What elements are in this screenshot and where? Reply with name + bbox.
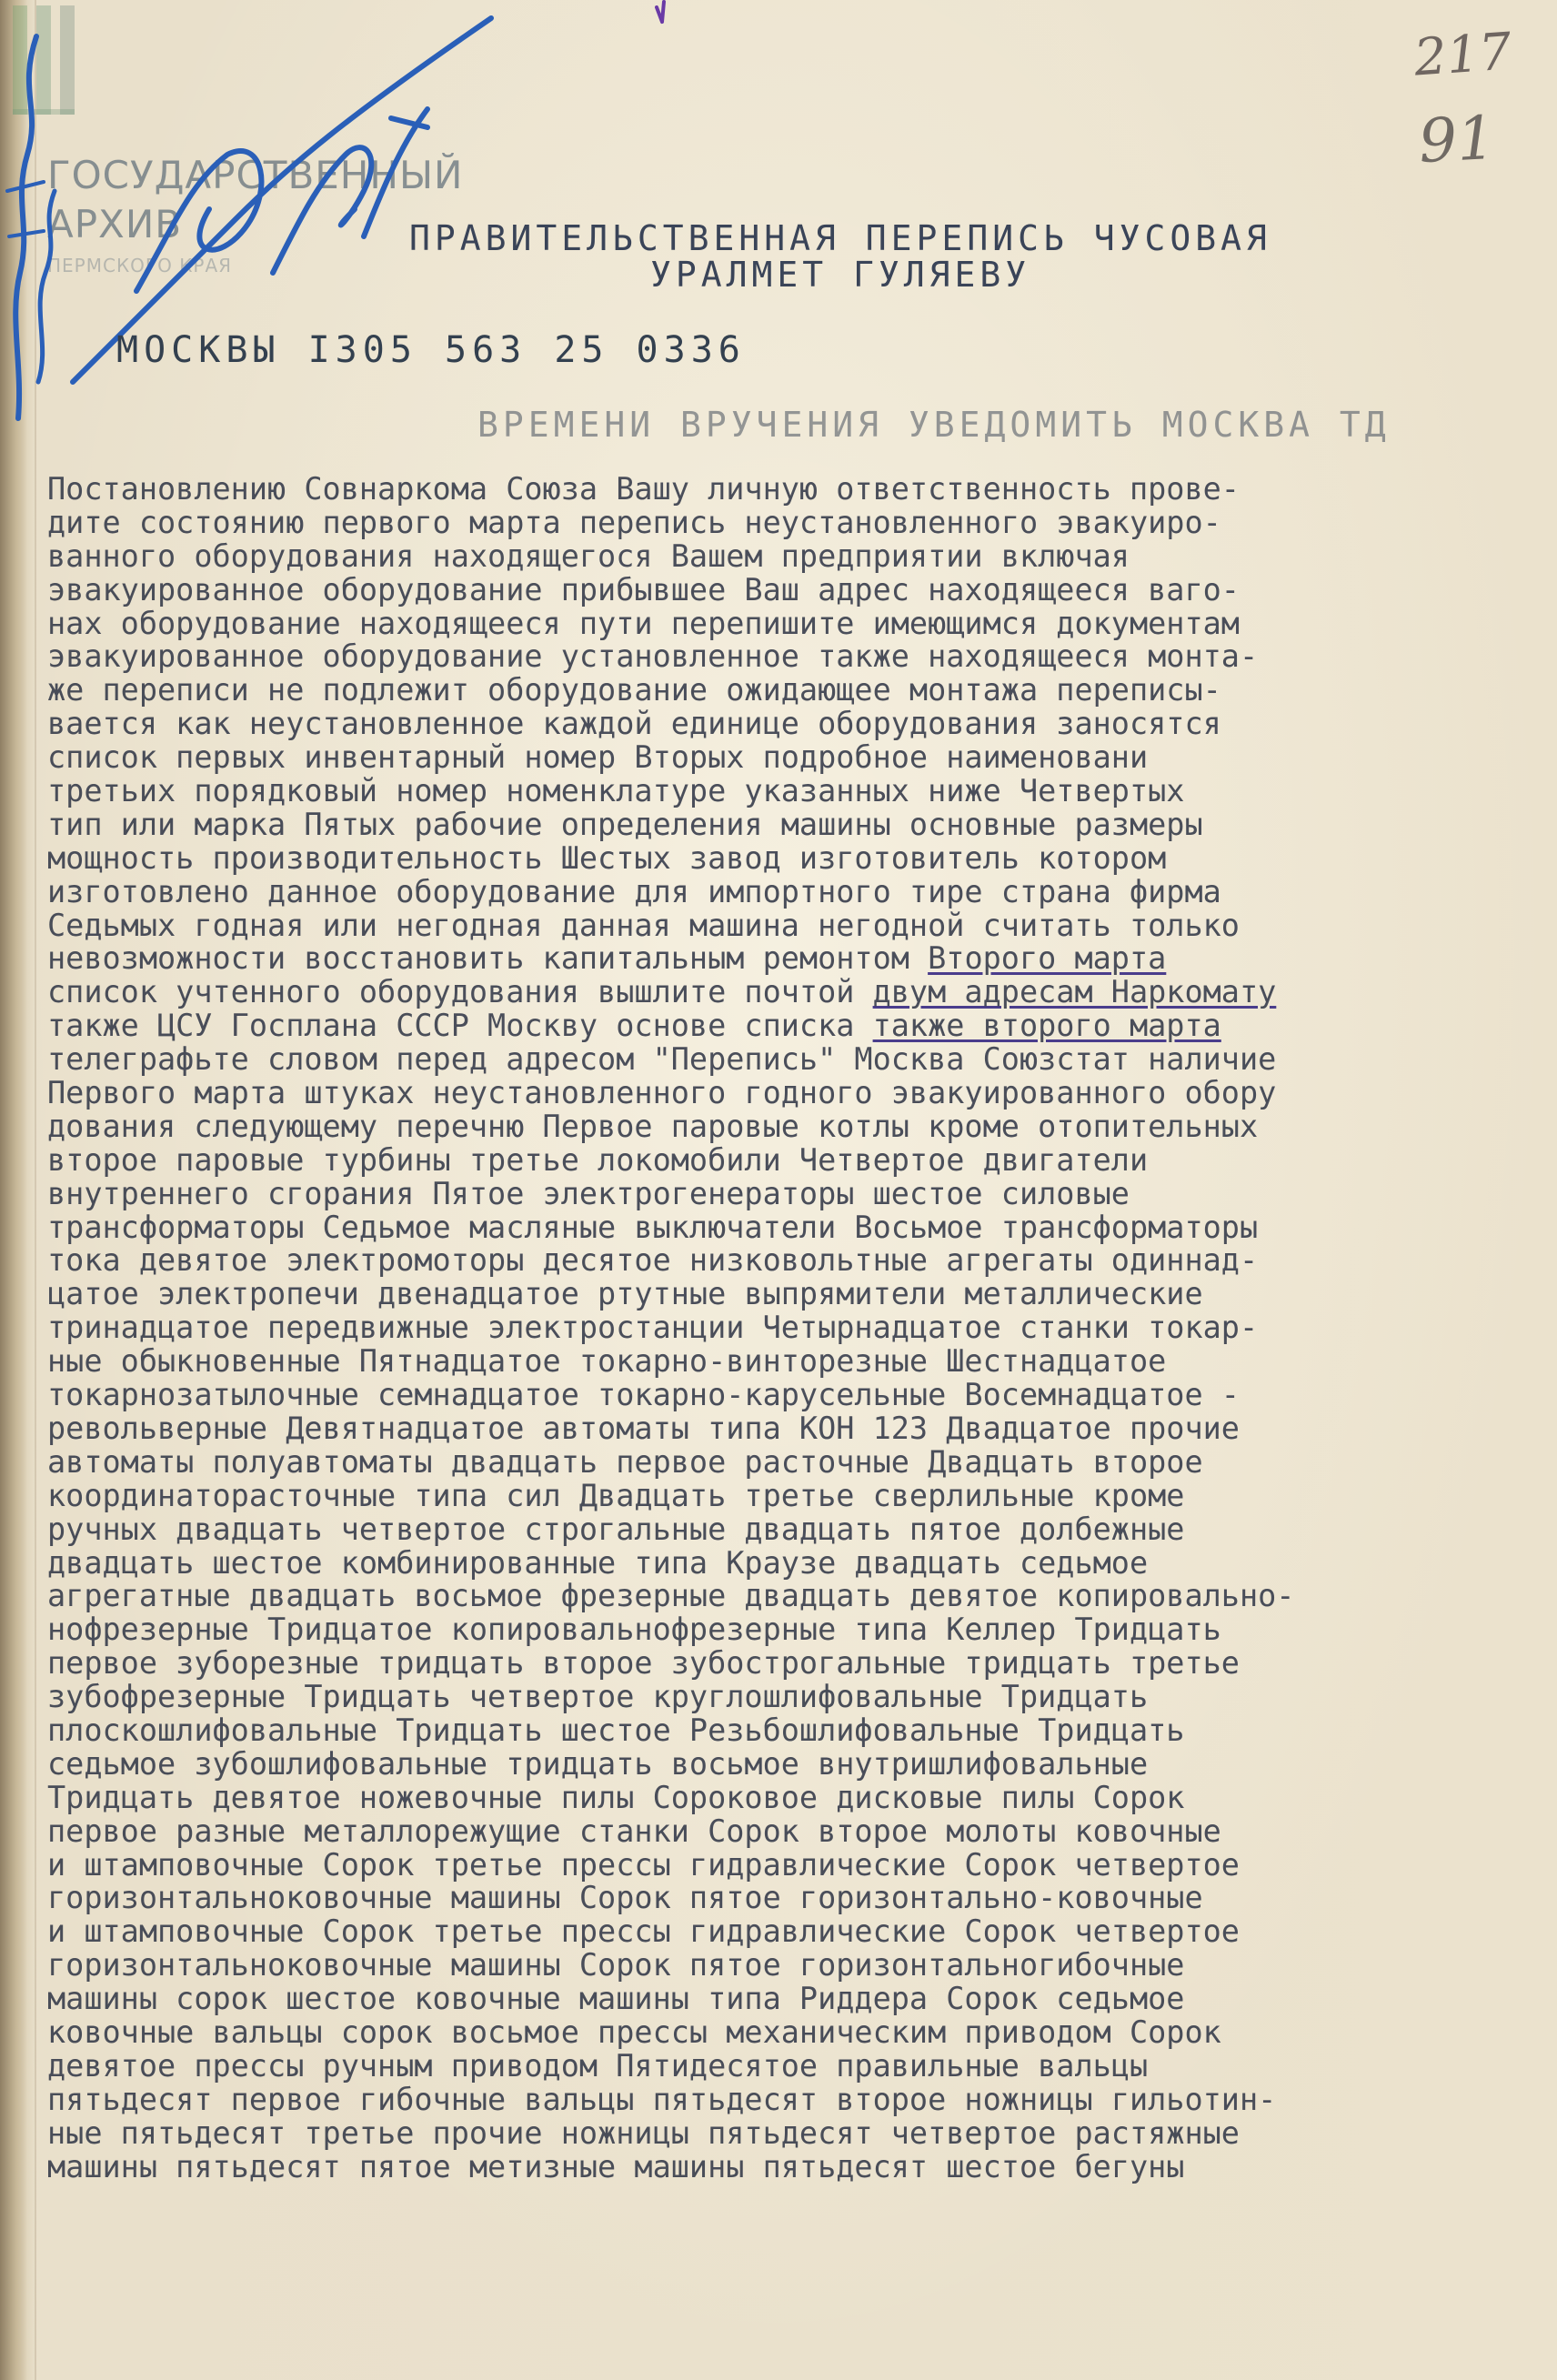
body-line: и штамповочные Сорок третье прессы гидравлические Сорок четвертое [47, 1846, 1240, 1883]
body-line: и штамповочные Сорок третье прессы гидравлические Сорок четвертое [47, 1913, 1240, 1950]
page-edge-shadow [0, 0, 27, 2380]
watermark-line-2: АРХИВ [47, 202, 183, 246]
body-line: цатое электропечи двенадцатое ртутные выпрямители металлические [47, 1276, 1203, 1312]
underlined-phrase: также второго марта [872, 1008, 1221, 1044]
body-line: мощность производительность Шестых завод изготовитель котором [47, 839, 1167, 876]
body-line: внутреннего сгорания Пятое электрогенераторы шестое силовые [47, 1175, 1130, 1211]
body-line: ные обыкновенные Пятнадцатое токарно-винторезные Шестнадцатое [47, 1343, 1167, 1380]
body-line: же переписи не подлежит оборудование ожидающее монтажа переписы- [47, 672, 1221, 708]
body-line: ванного оборудования находящегося Вашем предприятии включая [47, 537, 1130, 574]
body-line: телеграфьте словом перед адресом "Перепись" Москва Союзстат наличие [47, 1041, 1277, 1078]
body-line: седьмое зубошлифовальные тридцать восьмое внутришлифовальные [47, 1745, 1149, 1782]
body-line: первое зуборезные тридцать второе зубострогальные тридцать третье [47, 1645, 1240, 1682]
body-line: автоматы полуавтоматы двадцать первое расточные Двадцать второе [47, 1443, 1203, 1480]
underlined-phrase: двум адресам Наркомату [872, 974, 1277, 1010]
archive-sheet-number: 91 [1417, 102, 1497, 177]
body-line: дите состоянию первого марта перепись неустановленного эвакуиро- [47, 504, 1221, 540]
body-line: плоскошлифовальные Тридцать шестое Резьбошлифовальные Тридцать [47, 1712, 1185, 1748]
body-line: Седьмых годная или негодная данная машина негодной считать только [47, 907, 1240, 943]
body-line: второе паровые турбины третье локомобили Четвертое двигатели [47, 1141, 1149, 1178]
body-line: Постановлению Совнаркома Союза Вашу личную ответственность прове- [47, 471, 1240, 507]
body-line: горизонтальноковочные машины Сорок пятое горизонтально-ковочные [47, 1880, 1203, 1916]
body-line: невозможности восстановить капитальным ремонтом Второго марта [47, 940, 1167, 977]
body-line: также ЦСУ Госплана СССР Москву основе списка также второго марта [47, 1008, 1221, 1044]
body-line: зубофрезерные Тридцать четвертое круглошлифовальные Тридцать [47, 1679, 1149, 1715]
body-line: пятьдесят первое гибочные вальцы пятьдесят второе ножницы гильотин- [47, 2081, 1277, 2117]
body-line: тип или марка Пятых рабочие определения машины основные размеры [47, 806, 1203, 842]
archive-sheet-number-crossed: 217 [1411, 22, 1514, 88]
body-line: ручных двадцать четвертое строгальные двадцать пятое долбежные [47, 1511, 1185, 1547]
purple-mark [657, 2, 664, 22]
body-line: девятое прессы ручным приводом Пятидесятое правильные вальцы [47, 2047, 1149, 2084]
body-line: агрегатные двадцать восьмое фрезерные двадцать девятое копировально- [47, 1578, 1295, 1614]
watermark-line-3: ПЕРМСКОГО КРАЯ [47, 255, 233, 276]
body-line: Тридцать девятое ножевочные пилы Сороковое дисковые пилы Сорок [47, 1779, 1185, 1815]
body-line: список первых инвентарный номер Вторых подробное наименовани [47, 739, 1149, 776]
body-line: дования следующему перечню Первое паровые котлы кроме отопительных [47, 1108, 1259, 1144]
body-line: нах оборудование находящееся пути перепишите имеющимся документам [47, 605, 1240, 641]
body-line: токарнозатылочные семнадцатое токарно-карусельные Восемнадцатое - [47, 1377, 1240, 1413]
body-line: список учтенного оборудования вышлите почтой двум адресам Наркомату [47, 974, 1277, 1010]
body-line: эвакуированное оборудование прибывшее Ваш адрес находящееся ваго- [47, 571, 1240, 608]
telegram-header-line-2: УРАЛМЕТ ГУЛЯЕВУ [650, 255, 1031, 295]
body-line: машины пятьдесят пятое метизные машины пятьдесят шестое бегуны [47, 2148, 1185, 2184]
body-line: машины сорок шестое ковочные машины типа Риддера Сорок седьмое [47, 1981, 1185, 2017]
body-line: первое разные металлорежущие станки Сорок второе молоты ковочные [47, 1813, 1221, 1849]
telegram-routing-line: МОСКВЫ I305 563 25 0336 [116, 329, 746, 371]
underlined-phrase: Второго марта [928, 940, 1167, 977]
body-line: тринадцатое передвижные электростанции Четырнадцатое станки токар- [47, 1310, 1259, 1346]
body-line: вается как неустановленное каждой единице оборудования заносятся [47, 706, 1221, 742]
telegram-body [47, 473, 1539, 2184]
body-line: координаторасточные типа сил Двадцать третье сверлильные кроме [47, 1477, 1185, 1513]
body-line: Первого марта штуках неустановленного годного эвакуированного обору [47, 1075, 1277, 1111]
body-line: нофрезерные Тридцатое копировальнофрезерные типа Келлер Тридцать [47, 1612, 1221, 1648]
body-line: третьих порядковый номер номенклатуре указанных ниже Четвертых [47, 773, 1185, 809]
telegram-header-line-1: ПРАВИТЕЛЬСТВЕННАЯ ПЕРЕПИСЬ ЧУСОВАЯ [409, 218, 1271, 258]
body-line: револьверные Девятнадцатое автоматы типа КОН 123 Двадцатое прочие [47, 1410, 1240, 1446]
archive-logo-icon [5, 2, 133, 129]
body-line: тока девятое электромоторы десятое низковольтные агрегаты одиннад- [47, 1242, 1259, 1279]
body-line: ные пятьдесят третье прочие ножницы пятьдесят четвертое растяжные [47, 2114, 1240, 2151]
binding-line [35, 0, 36, 2380]
body-line: эвакуированное оборудование установленное также находящееся монта- [47, 638, 1259, 675]
body-line: двадцать шестое комбинированные типа Краузе двадцать седьмое [47, 1544, 1149, 1581]
body-line: горизонтальноковочные машины Сорок пятое горизонтальногибочные [47, 1947, 1185, 1983]
telegram-delivery-notice: ВРЕМЕНИ ВРУЧЕНИЯ УВЕДОМИТЬ МОСКВА ТД [477, 405, 1391, 445]
body-line: изготовлено данное оборудование для импортного тире страна фирма [47, 873, 1221, 909]
watermark-line-1: ГОСУДАРСТВЕННЫЙ [47, 153, 464, 197]
body-line: ковочные вальцы сорок восьмое прессы механическим приводом Сорок [47, 2013, 1221, 2050]
body-line: трансформаторы Седьмое масляные выключатели Восьмое трансформаторы [47, 1209, 1259, 1245]
